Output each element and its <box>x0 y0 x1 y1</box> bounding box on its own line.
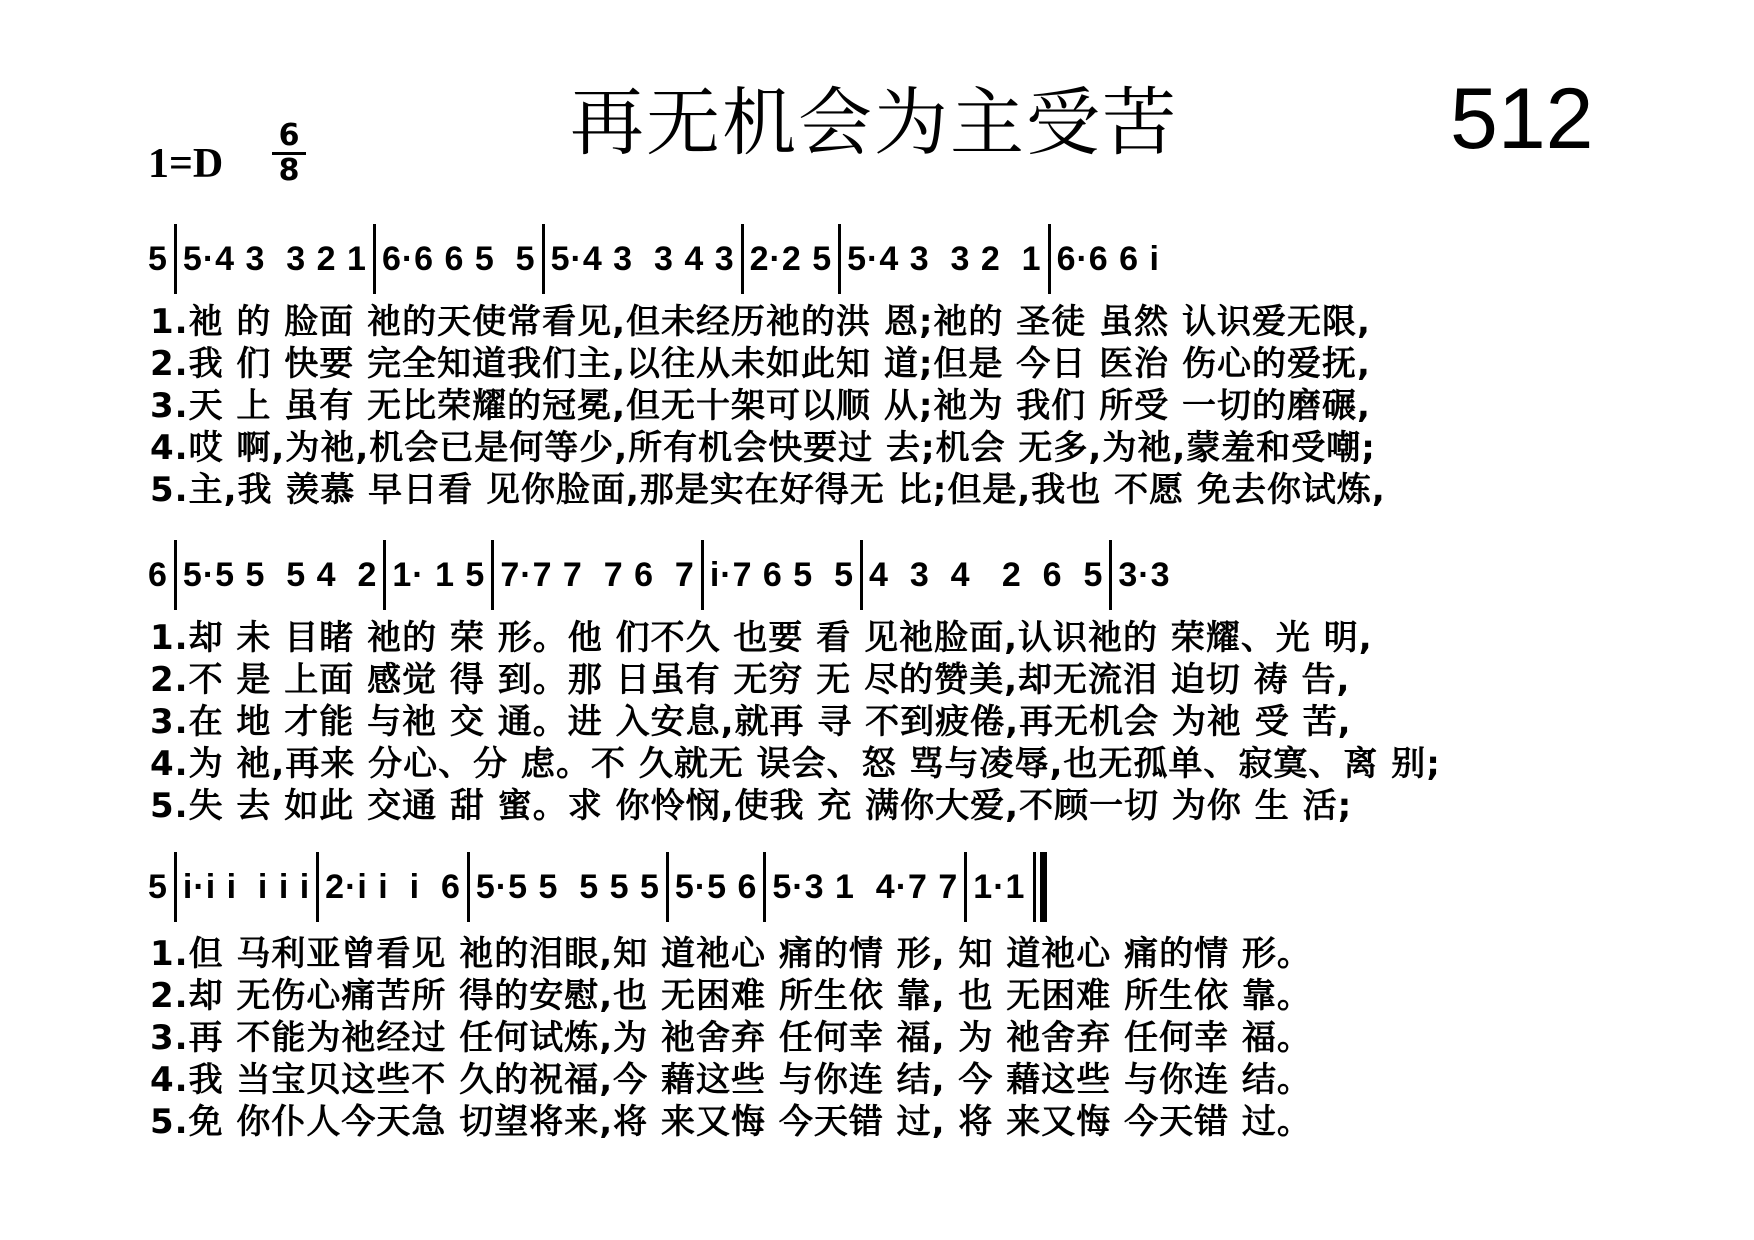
lyric-line: 1.却 未 目睹 祂的 荣 形。他 们不久 也要 看 见祂脸面,认识祂的 荣耀、光 明, <box>150 618 1373 658</box>
lyric-line: 2.却 无伤心痛苦所 得的安慰,也 无困难 所生依 靠, 也 无困难 所生依 靠。 <box>150 976 1312 1016</box>
lyric-line: 1.但 马利亚曾看见 祂的泪眼,知 道祂心 痛的情 形, 知 道祂心 痛的情 形。 <box>150 934 1312 974</box>
lyric-line: 1.祂 的 脸面 祂的天使常看见,但未经历祂的洪 恩;祂的 圣徒 虽然 认识爱无限, <box>150 302 1371 342</box>
lyric-line: 2.不 是 上面 感觉 得 到。那 日虽有 无穷 无 尽的赞美,却无流泪 迫切 祷 告, <box>150 660 1351 700</box>
lyric-line: 4.哎 啊,为祂,机会已是何等少,所有机会快要过 去;机会 无多,为祂,蒙羞和受嘲; <box>150 428 1376 468</box>
key-signature: 1=D <box>148 141 224 187</box>
lyric-line: 4.为 祂,再来 分心、分 虑。不 久就无 误会、怒 骂与凌辱,也无孤单、寂寞、离 别; <box>150 744 1441 784</box>
barline <box>838 224 841 294</box>
time-signature <box>272 120 306 187</box>
measure: 5·5 6 <box>674 867 758 906</box>
final-barline <box>1033 852 1047 922</box>
barline <box>174 540 177 610</box>
measure: 6·6 6 5 5 <box>381 239 536 278</box>
barline <box>174 224 177 294</box>
measure: i·7 6 5 5 <box>709 555 855 594</box>
barline <box>701 540 704 610</box>
measure: 6·6 6 i <box>1056 239 1160 278</box>
music-line-2 <box>148 540 1608 610</box>
measure: 5·3 1 4·7 7 <box>772 867 959 906</box>
measure: 5·5 5 5 5 5 <box>475 867 660 906</box>
barline <box>383 540 386 610</box>
barline <box>763 852 766 922</box>
measure: 1· 1 5 <box>392 555 486 594</box>
measure: 7·7 7 7 6 7 <box>500 555 695 594</box>
hymn-title: 再无机会为主受苦 <box>570 80 1178 166</box>
barline <box>1048 224 1051 294</box>
barline <box>491 540 494 610</box>
lyric-line: 3.在 地 才能 与祂 交 通。进 入安息,就再 寻 不到疲倦,再无机会 为祂 受 苦, <box>150 702 1352 742</box>
measure: 3·3 <box>1118 555 1171 594</box>
measure: 2·i i i 6 <box>325 867 461 906</box>
music-line-1 <box>148 224 1608 294</box>
lyric-line: 5.失 去 如此 交通 甜 蜜。求 你怜悯,使我 充 满你大爱,不顾一切 为你 生 活; <box>150 786 1353 826</box>
lyric-line: 3.再 不能为祂经过 任何试炼,为 祂舍弃 任何幸 福, 为 祂舍弃 任何幸 福。 <box>150 1018 1312 1058</box>
barline <box>467 852 470 922</box>
measure: 5·5 5 5 4 2 <box>182 555 378 594</box>
lyric-line: 2.我 们 快要 完全知道我们主,以往从未如此知 道;但是 今日 医治 伤心的爱抚, <box>150 344 1371 384</box>
barline <box>964 852 967 922</box>
measure: 6 <box>148 555 168 594</box>
measure: 1·1 <box>973 867 1026 906</box>
barline <box>542 224 545 294</box>
time-signature-bottom: 8 <box>272 152 306 187</box>
measure: 5 <box>148 239 168 278</box>
hymn-number: 512 <box>1450 71 1594 167</box>
measure: 5·4 3 3 2 1 <box>847 239 1042 278</box>
lyric-line: 4.我 当宝贝这些不 久的祝福,今 藉这些 与你连 结, 今 藉这些 与你连 结。 <box>150 1060 1312 1100</box>
barline <box>1109 540 1112 610</box>
barline <box>741 224 744 294</box>
music-line-3 <box>148 852 1608 922</box>
barline <box>316 852 319 922</box>
measure: 4 3 4 2 6 5 <box>869 555 1104 594</box>
measure: i·i i i i i <box>182 867 311 906</box>
barline <box>666 852 669 922</box>
measure: 2·2 5 <box>749 239 833 278</box>
barline <box>174 852 177 922</box>
time-signature-top: 6 <box>278 118 300 153</box>
measure: 5·4 3 3 4 3 <box>550 239 735 278</box>
lyric-line: 3.天 上 虽有 无比荣耀的冠冕,但无十架可以顺 从;祂为 我们 所受 一切的磨碾, <box>150 386 1371 426</box>
measure: 5·4 3 3 2 1 <box>182 239 367 278</box>
barline <box>373 224 376 294</box>
lyric-line: 5.主,我 羡慕 早日看 见你脸面,那是实在好得无 比;但是,我也 不愿 免去你试炼, <box>150 470 1386 510</box>
measure: 5 <box>148 867 168 906</box>
barline <box>860 540 863 610</box>
lyric-line: 5.免 你仆人今天急 切望将来,将 来又悔 今天错 过, 将 来又悔 今天错 过。 <box>150 1102 1312 1142</box>
